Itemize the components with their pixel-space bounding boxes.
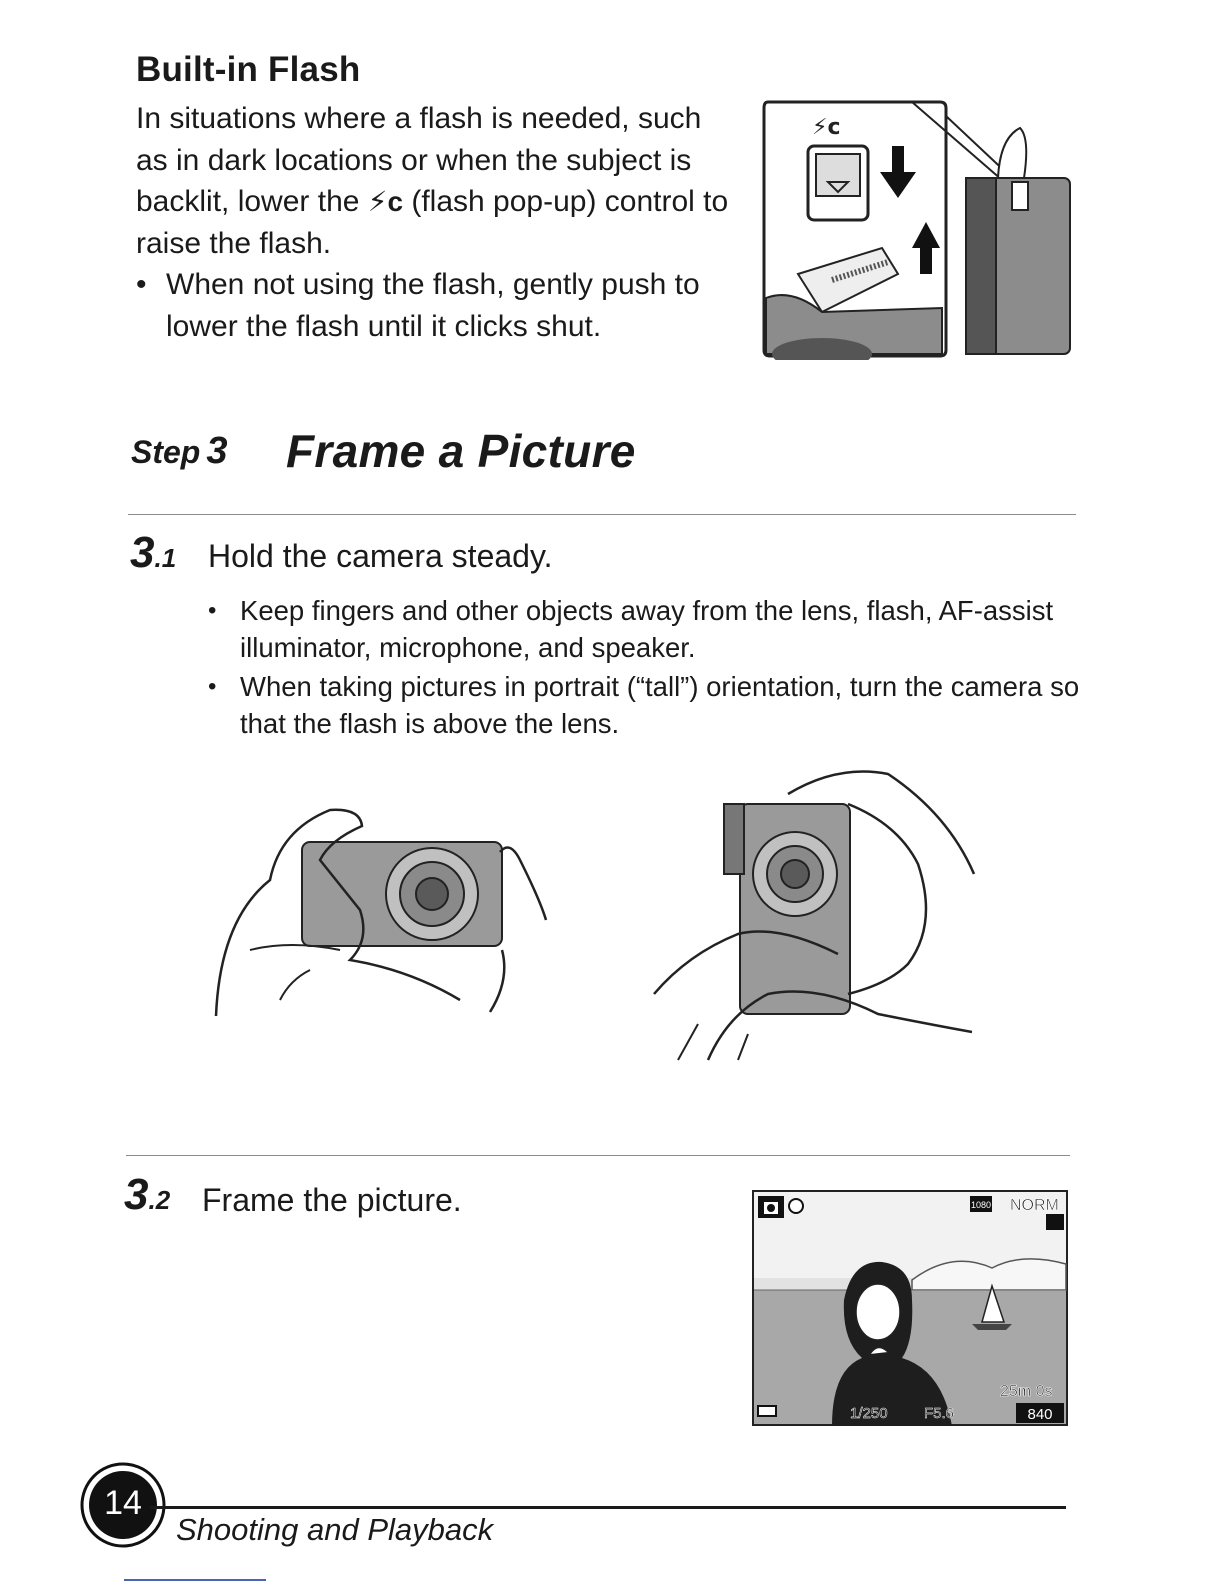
page-number: 14 bbox=[104, 1484, 142, 1522]
step-number: 3 bbox=[206, 430, 228, 472]
bullet-item: • When taking pictures in portrait (“tall”) orientation, turn the camera so that the flash is above the lens. bbox=[208, 668, 1088, 742]
exposures-remaining: 840 bbox=[1027, 1406, 1053, 1423]
substep-title-3-1: Hold the camera steady. bbox=[208, 538, 553, 574]
camera-monitor-display bbox=[752, 1190, 1068, 1426]
step-word: Step bbox=[131, 434, 201, 470]
flash-popup-icon: ⚡ᴄ bbox=[367, 186, 404, 217]
hold-camera-portrait-illustration bbox=[648, 764, 988, 1064]
flash-paragraph bbox=[136, 98, 736, 264]
image-quality-indicator: NORM bbox=[1010, 1197, 1059, 1214]
substep-number-3-2 bbox=[124, 1170, 170, 1220]
shutter-speed: 1/250 bbox=[850, 1405, 888, 1422]
aperture-value: F5.6 bbox=[924, 1405, 955, 1422]
section-divider bbox=[126, 1155, 1070, 1156]
step-label bbox=[131, 430, 227, 473]
substep-major: 3 bbox=[130, 528, 155, 577]
hold-camera-landscape-illustration bbox=[210, 800, 560, 1030]
substep-number-3-1 bbox=[130, 528, 176, 578]
substep-minor: .1 bbox=[154, 543, 177, 573]
flash-description bbox=[136, 98, 736, 347]
section-heading-built-in-flash: Built-in Flash bbox=[136, 50, 361, 89]
remaining-movie-time: 25m 0s bbox=[1000, 1383, 1053, 1400]
bullet-item: • Keep fingers and other objects away from the lens, flash, AF-assist illuminator, microphone, and speaker. bbox=[208, 592, 1088, 666]
flash-paragraph-part-2: (flash pop-up) control to raise the flash. bbox=[136, 185, 729, 260]
svg-text:⚡ᴄ: ⚡ᴄ bbox=[812, 115, 841, 140]
substep-minor: .2 bbox=[148, 1185, 171, 1215]
movie-size-indicator: 1080 bbox=[970, 1200, 992, 1210]
flash-bullet: • When not using the flash, gently push to lower the flash until it clicks shut. bbox=[136, 264, 736, 347]
footer-section-label: Shooting and Playback bbox=[176, 1512, 494, 1547]
substep-title-3-2: Frame the picture. bbox=[202, 1182, 462, 1218]
substep-major: 3 bbox=[124, 1170, 149, 1219]
footer-rule bbox=[150, 1506, 1066, 1509]
section-divider bbox=[128, 514, 1076, 515]
step-title: Frame a Picture bbox=[286, 425, 636, 477]
footer-accent-line bbox=[124, 1579, 266, 1581]
flash-paragraph-part-1: In situations where a flash is needed, such as in dark locations or when the subject is backlit, lower the bbox=[136, 102, 702, 218]
substep-bullets-3-1 bbox=[208, 592, 1088, 744]
flash-popup-illustration bbox=[762, 98, 1080, 360]
